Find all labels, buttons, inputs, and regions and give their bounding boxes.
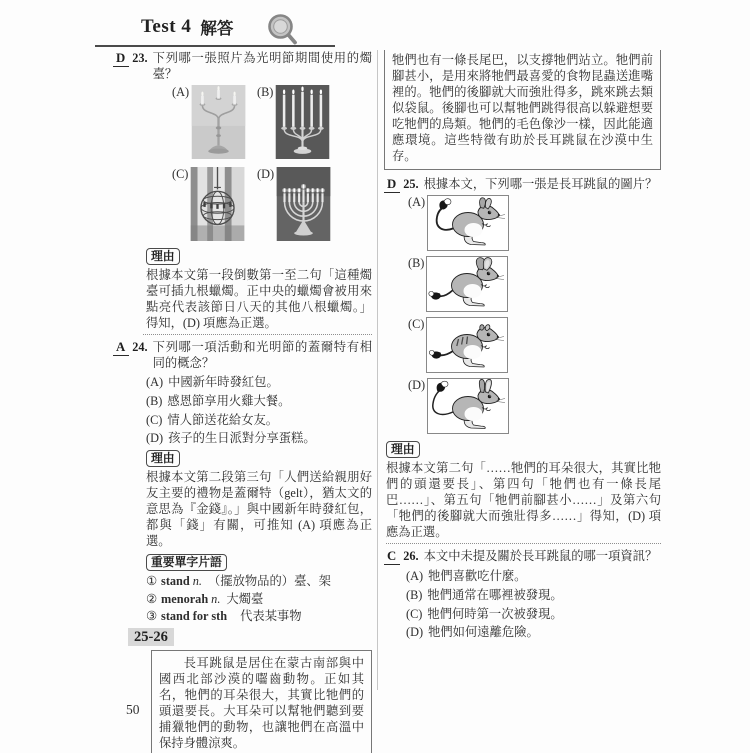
question-23-head <box>113 50 372 82</box>
option-label: (B) <box>257 85 274 99</box>
option-label: (C) <box>172 167 189 181</box>
option-b <box>406 586 661 605</box>
option-b <box>408 256 661 312</box>
reason-text: 根據本文第二句「……牠們的耳朵很大，其實比牠們的頭還要長」、第四句「牠們也有一條長尾巴……」、第五句「牠們前腳甚小……」及第六句「牠們的後腳就大而強壯得多……」得知，(D) 項應為正選。 <box>386 461 661 539</box>
question-25-head <box>384 176 661 193</box>
option-d <box>257 167 342 241</box>
question-24 <box>100 339 372 549</box>
jerboa-medium-ears-long-tail-image <box>428 196 508 250</box>
reason-badge: 理由 <box>386 441 420 458</box>
option-text: 情人節送花給女友。 <box>167 412 279 427</box>
five-candle-candelabra-photo <box>275 85 330 159</box>
passage-translation-box-continued <box>384 50 661 170</box>
option-b <box>257 85 342 159</box>
option-text: 感恩節享用火雞大餐。 <box>167 393 291 408</box>
question-number: 26. <box>403 549 419 563</box>
vocab-term: stand <box>161 574 190 589</box>
answer-letter: A <box>113 339 129 356</box>
option-text: 牠們如何遠離危險。 <box>428 625 539 640</box>
passage-25-26 <box>100 626 372 753</box>
option-text: 孩子的生日派對分享蛋糕。 <box>168 431 316 446</box>
section-separator <box>143 334 372 335</box>
question-25 <box>384 176 661 540</box>
photo-options <box>172 85 372 241</box>
vocab-item <box>146 591 372 609</box>
jerboa-large-ears-short-tail-image <box>427 257 507 311</box>
option-a <box>406 567 661 586</box>
reason-text: 根據本文第二段第三句「人們送給親朋好友主要的禮物是蓋爾特（gelt），猶太文的意思為『金錢』。」與中國新年時發紅包，都與「錢」有關，可推知 (A) 項應為正選。 <box>146 470 372 549</box>
vocab-definition: 代表某事物 <box>240 609 302 624</box>
jerboa-photo-frame <box>426 256 508 312</box>
left-column <box>100 50 372 753</box>
vocab-number: ① <box>146 574 158 589</box>
option-label: (A) <box>172 85 190 99</box>
question-text: 本文中未提及關於長耳跳鼠的哪一項資訊？ <box>423 549 658 563</box>
option-b <box>146 392 372 411</box>
question-text: 下列哪一張照片為光明節期間使用的燭臺？ <box>152 51 372 81</box>
jerboa-photo-frame <box>426 317 508 373</box>
reason-badge: 理由 <box>146 248 180 265</box>
option-label: (A) <box>406 569 424 583</box>
option-label: (C) <box>406 606 423 621</box>
question-range-badge: 25-26 <box>128 628 174 646</box>
option-text: 牠們喜歡吃什麼。 <box>428 569 527 583</box>
option-d <box>408 378 661 434</box>
jerboa-long-ears-long-tail-image <box>428 379 508 433</box>
option-label: (B) <box>406 587 423 602</box>
vocab-definition: （擺放物品的）臺、架 <box>207 574 331 589</box>
option-a <box>146 373 372 392</box>
jerboa-photo-frame <box>427 378 509 434</box>
option-d <box>146 429 372 448</box>
option-c <box>408 317 661 373</box>
option-label: (D) <box>146 431 164 446</box>
jerboa-photo-frame <box>427 195 509 251</box>
question-24-head <box>113 339 372 371</box>
test-title: Test 4 <box>141 16 192 37</box>
question-text: 根據本文，下列哪一張是長耳跳鼠的圖片？ <box>423 177 658 191</box>
vocab-badge: 重要單字片語 <box>146 554 227 571</box>
question-text: 下列哪一項活動和光明節的蓋爾特有相同的概念？ <box>152 340 372 370</box>
answer-letter: D <box>384 176 400 193</box>
passage-text-part2: 牠們也有一條長尾巴，以支撐牠們站立。牠們前腳甚小，是用來將牠們最喜愛的食物昆蟲送進嘴裡的。牠們的後腳就大而強壯得多，跳來跳去類似袋鼠。後腳也可以幫牠們跳得很高以躲避想要吃牠們的鳥類。牠們的毛色像沙一樣，因此能適應環境。這些特徵有助於長耳跳鼠在沙漠中生存。 <box>392 53 653 163</box>
vocab-item <box>146 608 372 626</box>
vocab-item <box>146 573 372 591</box>
option-c <box>172 167 257 241</box>
option-label: (D) <box>408 378 426 392</box>
content-columns <box>100 50 661 753</box>
passage-translation-box <box>151 650 372 753</box>
reason-text: 根據本文第一段倒數第一至二句「這種燭臺可插九根蠟燭。正中央的蠟燭會被用來點亮代表該節日八天的其他八根蠟燭。」得知，(D) 項應為正選。 <box>146 268 372 330</box>
question-number: 24. <box>132 340 148 354</box>
jerboa-small-ears-striped-image <box>427 318 507 372</box>
vocab-term: menorah <box>161 591 209 606</box>
spherical-cage-chandelier-photo <box>190 167 245 241</box>
option-text: 中國新年時發紅包。 <box>168 375 279 389</box>
option-label: (A) <box>146 375 164 389</box>
option-text: 牠們何時第一次被發現。 <box>427 606 563 621</box>
option-a <box>408 195 661 251</box>
option-d <box>406 623 661 642</box>
answer-letter: C <box>384 548 400 565</box>
page-number: 50 <box>126 702 140 717</box>
passage-text-part1: 長耳跳鼠是居住在蒙古南部與中國西北部沙漠的囓齒動物。正如其名，牠們的耳朵很大，其實比牠們的頭還要長。大耳朵可以幫牠們聽到要捕獵牠們的動物，也讓牠們在高溫中保持身體涼爽。 <box>159 655 364 750</box>
question-number: 23. <box>132 51 148 65</box>
option-label: (D) <box>406 625 424 640</box>
magnifier-icon <box>267 13 299 47</box>
nine-branch-menorah-photo <box>276 167 331 241</box>
answers-label: 解答 <box>200 19 234 38</box>
option-label: (A) <box>408 195 426 209</box>
vocab-definition: 大燭臺 <box>226 591 264 606</box>
section-separator <box>386 543 661 544</box>
vocab-pos: n. <box>211 591 221 606</box>
question-26 <box>384 548 661 642</box>
answer-letter: D <box>113 50 129 67</box>
right-column <box>384 50 661 642</box>
question-number: 25. <box>403 177 419 191</box>
three-arm-candelabra-photo <box>191 85 246 159</box>
option-a <box>172 85 257 159</box>
page-header <box>95 12 341 47</box>
vocab-pos: n. <box>192 574 202 589</box>
column-divider <box>377 50 378 690</box>
option-label: (C) <box>146 412 163 427</box>
header-title-row <box>95 12 341 42</box>
option-text: 牠們通常在哪裡被發現。 <box>427 587 563 602</box>
vocab-section <box>100 552 372 626</box>
question-26-head <box>384 548 661 565</box>
question-23 <box>100 50 372 331</box>
vocab-term: stand for sth <box>161 609 228 624</box>
reason-badge: 理由 <box>146 450 180 467</box>
vocab-number: ③ <box>146 609 158 624</box>
option-c <box>146 411 372 430</box>
option-label: (B) <box>146 393 163 408</box>
option-c <box>406 605 661 624</box>
vocab-number: ② <box>146 591 158 606</box>
option-label: (C) <box>408 317 425 331</box>
header-rule <box>95 45 335 47</box>
option-label: (B) <box>408 256 425 270</box>
option-label: (D) <box>257 167 275 181</box>
